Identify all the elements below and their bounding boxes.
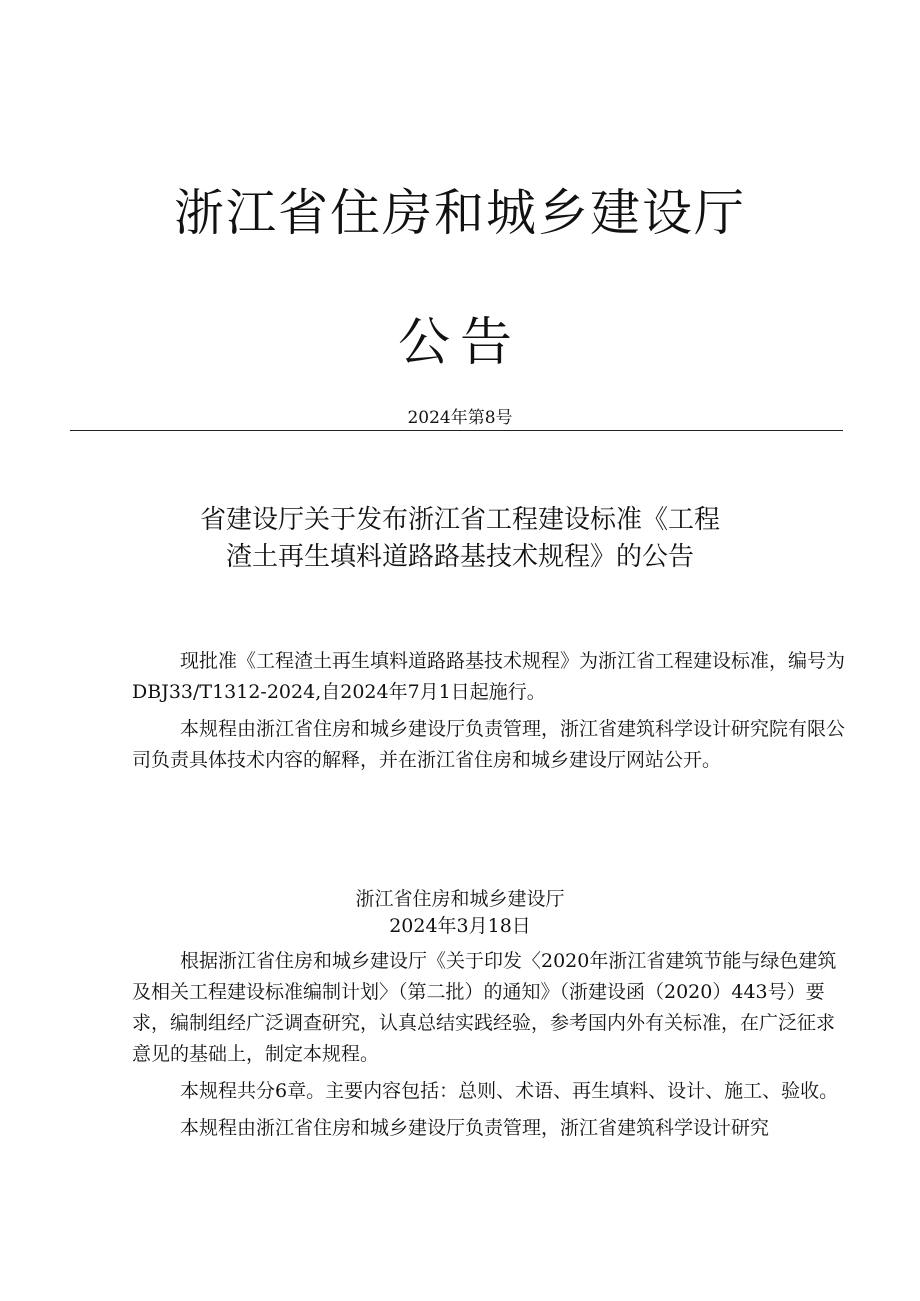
signature-block — [0, 886, 920, 940]
notice-title-line: 渣土再生填料道路路基技术规程》的公告 — [225, 542, 694, 572]
signature-date: 2024年3月18日 — [389, 915, 531, 937]
signature-issuer: 浙江省住房和城乡建设厅 — [355, 888, 565, 910]
document-type-heading: 公告 — [397, 313, 522, 373]
header-divider — [70, 430, 843, 431]
foreword-paragraph: 根据浙江省住房和城乡建设厅《关于印发〈2020年浙江省建筑节能与绿色建筑及相关工程建设标准编制计划〉（第二批）的通知》（浙建设函（2020）443号）要求，编制组经广泛调查研究，认真总结实践经验，参考国内外有关标准，在广泛征求意见的基础上，制定本规程。 — [132, 950, 837, 1065]
notice-paragraph: 本规程由浙江省住房和城乡建设厅负责管理，浙江省建筑科学设计研究院有限公司负责具体技术内容的解释，并在浙江省住房和城乡建设厅网站公开。 — [132, 718, 846, 771]
agency-title: 浙江省住房和城乡建设厅 — [174, 184, 746, 242]
document-number: 2024年第8号 — [407, 408, 513, 428]
foreword-body — [132, 946, 848, 1144]
notice-body — [132, 646, 848, 776]
notice-paragraph: 现批准《工程渣土再生填料道路路基技术规程》为浙江省工程建设标准，编号为DBJ33/T1312-2024,自2024年7月1日起施行。 — [132, 650, 846, 703]
notice-title — [120, 502, 800, 576]
foreword-paragraph: 本规程由浙江省住房和城乡建设厅负责管理，浙江省建筑科学设计研究 — [180, 1117, 770, 1139]
foreword-paragraph: 本规程共分6章。主要内容包括：总则、术语、再生填料、设计、施工、验收。 — [180, 1080, 839, 1102]
notice-title-line: 省建设厅关于发布浙江省工程建设标准《工程 — [199, 505, 720, 535]
